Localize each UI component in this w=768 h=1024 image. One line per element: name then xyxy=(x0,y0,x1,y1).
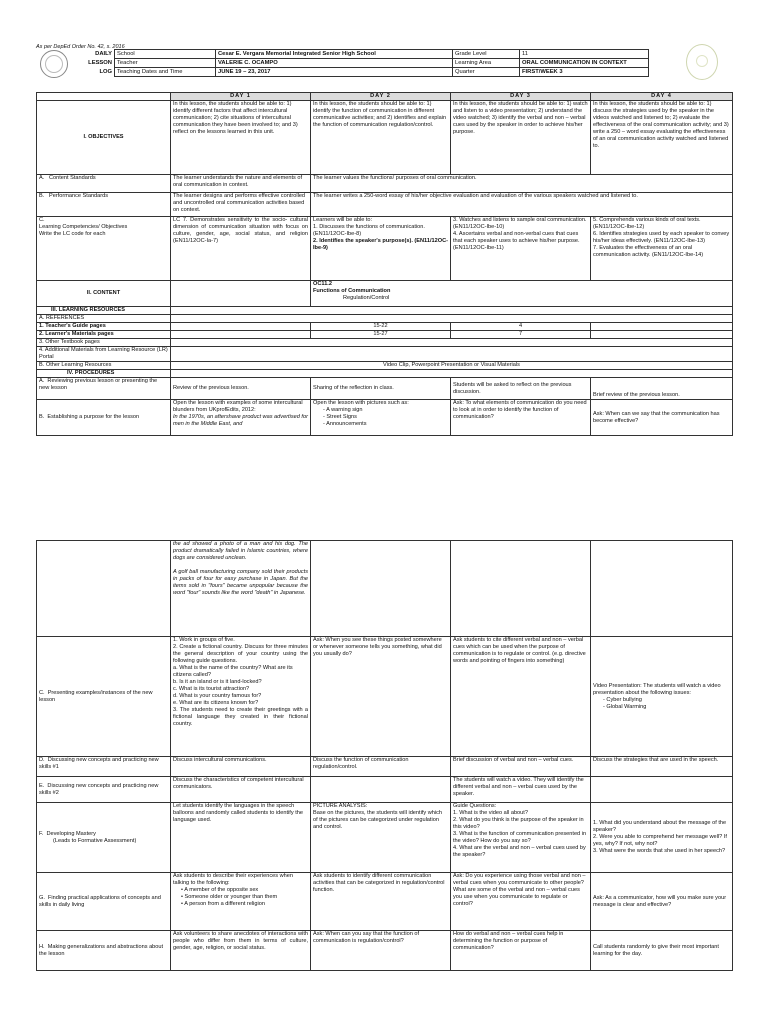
proc-h-day-2: Ask: When can you say that the function of communication is regulation/control? xyxy=(311,931,451,971)
proc-d-label xyxy=(37,757,171,777)
proc-d-text: Discussing new concepts and practicing new skills #1 xyxy=(39,757,159,770)
proc-a-day-3: Students will be asked to reflect on the previous discussion. xyxy=(451,378,591,400)
proc-b-cont-day-2 xyxy=(311,541,451,637)
competencies-text-2: Write the LC code for each xyxy=(39,231,106,237)
competencies-d4-item-1: 5. Comprehends various kinds of oral texts. (EN11/12OC-Ibe-12) xyxy=(593,217,701,230)
proc-f-marker: F. xyxy=(39,830,44,837)
proc-b-marker: B. xyxy=(39,414,45,420)
additional-materials-blank xyxy=(171,347,733,362)
list-item: - Announcements xyxy=(323,421,448,428)
proc-c-day-4 xyxy=(591,637,733,757)
proc-c-text: Presenting examples/instances of the new lesson xyxy=(39,689,153,703)
day-1-header: DAY 1 xyxy=(171,93,311,101)
proc-h-text: Making generalizations and abstractions about the lesson xyxy=(39,943,164,957)
other-textbook-blank xyxy=(171,339,733,347)
proc-b-cont-day-4 xyxy=(591,541,733,637)
proc-h-label xyxy=(37,931,171,971)
proc-b-day-4: Ask: When can we say that the communication has become effective? xyxy=(591,400,733,436)
proc-b-cont-day-3 xyxy=(451,541,591,637)
competencies-d2-item-2: 2. Identifies the speaker's purpose(s). (EN11/12OC-Ibe-9) xyxy=(313,238,449,251)
content-subtitle: Regulation/Control xyxy=(343,295,390,301)
proc-c-d1-step-1: 1. Work in groups of five. xyxy=(173,637,235,643)
proc-b-d1-example-1: the ad showed a photo of a man and his dog. The product dramatically failed in Islamic countries, where dogs are considered unclean. xyxy=(173,541,308,561)
references-label: A. REFERENCES xyxy=(37,315,171,323)
proc-c-d1-question: e. What are its citizens known for? xyxy=(173,700,259,706)
school-logo-icon xyxy=(686,44,718,80)
area-value: ORAL COMMUNICATION IN CONTEXT xyxy=(520,59,649,68)
teachers-guide-d4 xyxy=(591,323,733,331)
list-item: 4. What are the verbal and non – verbal cues used by the speaker? xyxy=(453,845,586,858)
proc-f-day-3 xyxy=(451,803,591,873)
content-standards-marker: A. xyxy=(39,175,45,181)
proc-g-text: Finding practical applications of concepts and skills in daily living xyxy=(39,894,161,908)
proc-g-day-2: Ask students to identify different communication activities that can be categorized in regulation/control function. xyxy=(311,873,451,931)
competencies-marker: C. xyxy=(39,217,45,223)
content-standards-day-1: The learner understands the nature and elements of oral communication in context. xyxy=(171,175,311,193)
grade-value: 11 xyxy=(520,50,649,59)
proc-a-day-4: Brief review of the previous lesson. xyxy=(591,378,733,400)
content-body xyxy=(311,281,733,307)
proc-b-cont-day-1 xyxy=(171,541,311,637)
proc-c-day-1 xyxy=(171,637,311,757)
proc-f-day-2 xyxy=(311,803,451,873)
proc-h-day-3: How do verbal and non – verbal cues help in determining the function or purpose of communication? xyxy=(451,931,591,971)
competencies-day-3 xyxy=(451,217,591,281)
resources-label: III. LEARNING RESOURCES xyxy=(37,307,171,315)
header-info-table xyxy=(114,49,649,77)
proc-b-day-1 xyxy=(171,400,311,436)
day-2-header: DAY 2 xyxy=(311,93,451,101)
log-title-line-2: LESSON xyxy=(88,60,112,66)
proc-g-d1-list xyxy=(173,887,308,908)
day-3-header: DAY 3 xyxy=(451,93,591,101)
proc-b-day-2 xyxy=(311,400,451,436)
proc-d-day-3: Brief discussion of verbal and non – verbal cues. xyxy=(451,757,591,777)
list-item: - Global Warming xyxy=(603,704,730,711)
proc-a-marker: A. xyxy=(39,378,45,384)
competencies-d2-item-1: 1. Discusses the functions of communication. (EN11/12OC-Ibe-8) xyxy=(313,224,425,237)
list-item: 2. What do you think is the purpose of the speaker in this video? xyxy=(453,817,584,830)
references-blank xyxy=(171,315,733,323)
learners-materials-d1 xyxy=(171,331,311,339)
additional-materials-label: 4. Additional Materials from Learning Resource (LR) Portal xyxy=(37,347,171,362)
proc-e-day-1: Discuss the characteristics of competent intercultural communicators. xyxy=(171,777,311,803)
teachers-guide-d3: 4 xyxy=(451,323,591,331)
proc-c-d1-question: c. What is its tourist attraction? xyxy=(173,686,250,692)
proc-b-text: Establishing a purpose for the lesson xyxy=(47,414,140,420)
proc-h-marker: H. xyxy=(39,943,45,950)
list-item: - Street Signs xyxy=(323,414,448,421)
competencies-d4-item-3: 7. Evaluates the effectiveness of an oral communication activity. (EN11/12OC-Ibe-14) xyxy=(593,245,704,258)
proc-g-d1-intro: Ask students to describe their experiences when talking to the following: xyxy=(173,873,294,886)
proc-f-d2-title: PICTURE ANALYSIS: xyxy=(313,803,368,809)
proc-a-day-2: Sharing of the reflection in class. xyxy=(311,378,451,400)
proc-c-marker: C. xyxy=(39,689,45,696)
proc-g-day-1 xyxy=(171,873,311,931)
competencies-label xyxy=(37,217,171,281)
list-item: • A person from a different religion xyxy=(181,901,308,908)
procedures-blank xyxy=(171,370,733,378)
list-item: • Someone older or younger than them xyxy=(181,894,308,901)
proc-h-day-4: Call students randomly to give their most important learning for the day. xyxy=(591,931,733,971)
content-label: II. CONTENT xyxy=(37,281,171,307)
list-item: 2. Were you able to comprehend her message well? If yes, why? If not, why not? xyxy=(593,834,727,847)
school-label: School xyxy=(115,50,216,59)
proc-c-day-2: Ask: When you see these things posted somewhere or whenever someone tells you something, what did you usually do? xyxy=(311,637,451,757)
proc-f-d3-intro: Guide Questions: xyxy=(453,803,497,809)
proc-e-text: Discussing new concepts and practicing new skills #2 xyxy=(39,782,159,796)
proc-b-day-3: Ask: To what elements of communication do you need to look at in order to identify the function of communication? xyxy=(451,400,591,436)
daily-lesson-log-title xyxy=(68,50,112,77)
deped-seal-icon xyxy=(40,50,68,78)
proc-d-day-1: Discuss intercultural communications. xyxy=(171,757,311,777)
proc-f-text: Developing Mastery xyxy=(46,830,96,837)
learners-materials-d3: 7 xyxy=(451,331,591,339)
area-label: Learning Area xyxy=(453,59,520,68)
learners-materials-label: 2. Learner's Materials pages xyxy=(37,331,171,339)
proc-f-label-line-1 xyxy=(39,831,168,838)
proc-f-text-2: (Leads to Formative Assessment) xyxy=(53,837,137,844)
list-item: - A warning sign xyxy=(323,407,448,414)
proc-a-day-1: Review of the previous lesson. xyxy=(171,378,311,400)
quarter-value: FIRST/WEEK 3 xyxy=(520,68,649,77)
teacher-value: VALERIE C. OCAMPO xyxy=(216,59,453,68)
learners-materials-d2: 15-27 xyxy=(311,331,451,339)
proc-b-d1-example-start: In the 1970s, an aftershave product was advertised for men in the Middle East, and xyxy=(173,414,308,427)
proc-h-day-1: Ask volunteers to share anecdotes of interactions with people who differ from them in terms of culture, gender, age, religion, or social status. xyxy=(171,931,311,971)
content-standards-text: Content Standards xyxy=(48,175,96,181)
content-standards-label xyxy=(37,175,171,193)
proc-d-day-2: Discuss the function of communication regulation/control. xyxy=(311,757,451,777)
resources-blank xyxy=(171,307,733,315)
proc-c-d1-step-3: 3. The students need to create their greetings with a fictional language they created in their fictional country. xyxy=(173,707,308,727)
proc-e-day-2 xyxy=(311,777,451,803)
objectives-day-3: In this lesson, the students should be able to: 1) watch and listen to a video presentation; 2) understand the video watched; 3) identify the verbal and non – verbal cues used by the speaker in order to achieve his/her purpose. xyxy=(451,101,591,175)
deped-order-note: As per DepEd Order No. 42, s. 2016 xyxy=(36,44,125,50)
proc-g-label xyxy=(37,873,171,931)
objectives-day-1: In this lesson, the students should be able to: 1) identify different factors that affect intercultural communication; 2) cite situations of intercultural communication they have been involved to; and 3) reflect on the lessons learned in this unit. xyxy=(171,101,311,175)
objectives-day-2: In this lesson, the students should be able to: 1) identify the function of communication in different communicative activities; and 2) identifies and explain the function of communication regulation/control. xyxy=(311,101,451,175)
lesson-grid-page-2 xyxy=(36,540,733,971)
competencies-d4-item-2: 6. Identifies strategies used by each speaker to convey his/her ideas effectively. (EN11/12OC-Ibe-13) xyxy=(593,231,730,244)
proc-e-day-4 xyxy=(591,777,733,803)
proc-c-d4-list xyxy=(593,697,730,711)
proc-e-marker: E. xyxy=(39,782,45,789)
proc-f-d2-body: Base on the pictures, the students will identify which of the pictures can be categorized under regulation and control. xyxy=(313,810,443,830)
proc-c-label xyxy=(37,637,171,757)
other-textbook-label: 3. Other Textbook pages xyxy=(37,339,171,347)
proc-e-label xyxy=(37,777,171,803)
teachers-guide-d2: 15-22 xyxy=(311,323,451,331)
teachers-guide-d1 xyxy=(171,323,311,331)
day-4-header: DAY 4 xyxy=(591,93,733,101)
proc-c-d1-question: a. What is the name of the country? What are its citizens called? xyxy=(173,665,293,678)
performance-standards-label xyxy=(37,193,171,217)
proc-d-day-4: Discuss the strategies that are used in the speech. xyxy=(591,757,733,777)
grade-label: Grade Level xyxy=(453,50,520,59)
dates-value: JUNE 19 – 23, 2017 xyxy=(216,68,453,77)
proc-b-d1-intro: Open the lesson with examples of some intercultural blunders from UKprofEdits, 2012: xyxy=(173,400,303,413)
school-value: Cesar E. Vergara Memorial Integrated Senior High School xyxy=(216,50,453,59)
proc-g-day-4: Ask: As a communicator, how will you make sure your message is clear and effective? xyxy=(591,873,733,931)
list-item: 1. What did you understand about the message of the speaker? xyxy=(593,820,727,833)
competencies-text: Learning Competencies/ Objectives xyxy=(39,224,128,230)
proc-f-label xyxy=(37,803,171,873)
objectives-label: I. OBJECTIVES xyxy=(37,101,171,175)
proc-c-day-3: Ask students to cite different verbal and non – verbal cues which can be used when the purpose of communication is to regulate or control. (e.g. directive words and pointing of fingers into something) xyxy=(451,637,591,757)
list-item: 3. What is the function of communication presented in the video? How do you say so? xyxy=(453,831,587,844)
content-standards-day-2-4: The learner values the functions/ purposes of oral communication. xyxy=(311,175,733,193)
proc-e-day-3: The students will watch a video. They will identify the different verbal and non – verbal cues used by the speaker. xyxy=(451,777,591,803)
performance-standards-day-2-4: The learner writes a 250-word essay of his/her objective evaluation and evaluation of the various speakers watched and listened to. xyxy=(311,193,733,217)
teachers-guide-label: 1. Teacher's Guide pages xyxy=(37,323,171,331)
proc-c-d4-intro: Video Presentation: The students will watch a video presentation about the following issues: xyxy=(593,682,721,696)
proc-a-label xyxy=(37,378,171,400)
competencies-day-4 xyxy=(591,217,733,281)
proc-c-d1-question: d. What is your country famous for? xyxy=(173,693,262,699)
procedures-label: IV. PROCEDURES xyxy=(37,370,171,378)
proc-b-cont-label xyxy=(37,541,171,637)
proc-f-day-1: Let students identify the languages in the speech balloons and randomly called students to identify the language used. xyxy=(171,803,311,873)
competencies-d3-item-1: 3. Watches and listens to sample oral communication. (EN11/12OC-Ibe-10) xyxy=(453,217,587,230)
other-resources-label: B. Other Learning Resources xyxy=(37,362,171,370)
proc-b-d2-list xyxy=(313,407,448,428)
performance-standards-day-1: The learner designs and performs effective controlled and uncontrolled oral communication activities based on context. xyxy=(171,193,311,217)
day-header-blank xyxy=(37,93,171,101)
proc-b-d1-example-2: A golf ball manufacturing company sold their products in packs of four for easy purchase in Japan. But the items sold in "fours" became unpopular because the word "four" sounds like the word "death" in Japanese. xyxy=(173,569,308,596)
list-item: 3. What were the words that she used in her speech? xyxy=(593,848,726,854)
proc-g-marker: G. xyxy=(39,894,45,901)
content-title: Functions of Communication xyxy=(313,288,391,294)
competencies-d2-intro: Learners will be able to: xyxy=(313,217,373,223)
lesson-grid-page-1 xyxy=(36,92,733,436)
list-item: • A member of the opposite sex xyxy=(181,887,308,894)
list-item: 1. What is the video all about? xyxy=(453,810,528,816)
content-day-1 xyxy=(171,281,311,307)
performance-standards-text: Performance Standards xyxy=(48,193,109,199)
objectives-day-4: In this lesson, the students should be able to: 1) discuss the strategies used by the speaker in the videos watched and listened to; 2) evaluate the effectiveness of the oral communication activity; and 3) write a 250 – word essay evaluating the effectiveness of an oral communication activity watched and listened to. xyxy=(591,101,733,175)
other-resources-value: Video Clip, Powerpoint Presentation or Visual Materials xyxy=(171,362,733,370)
proc-c-d1-question: b. Is it an island or is it land-locked? xyxy=(173,679,262,685)
proc-f-day-4 xyxy=(591,803,733,873)
competencies-day-1: LC 7. Demonstrates sensitivity to the socio- cultural dimension of communication situation with focus on culture, gender, age, social status, and religion (EN11/12OC-Ia-7) xyxy=(171,217,311,281)
log-title-line-1: DAILY xyxy=(95,51,112,57)
content-code: OC11.2 xyxy=(313,281,332,287)
proc-c-d1-step-2: 2. Create a fictional country. Discuss for three minutes the general description of your country using the following guide questions. xyxy=(173,644,308,664)
learners-materials-d4 xyxy=(591,331,733,339)
proc-b-d2-intro: Open the lesson with pictures such as: xyxy=(313,400,409,406)
performance-standards-marker: B. xyxy=(39,193,45,199)
log-title-line-3: LOG xyxy=(99,69,112,75)
competencies-d3-item-2: 4. Ascertains verbal and non-verbal cues that cues that each speaker uses to achieve his/her purpose. (EN11/12OC-Ibe-11) xyxy=(453,231,580,251)
list-item: - Cyber bullying xyxy=(603,697,730,704)
dates-label: Teaching Dates and Time xyxy=(115,68,216,77)
proc-b-label xyxy=(37,400,171,436)
proc-g-day-3: Ask: Do you experience using those verbal and non – verbal cues when you communicate to other people? What are some of the verbal and non – verbal cues you use when you communicate to regulate or control? xyxy=(451,873,591,931)
proc-d-marker: D. xyxy=(39,757,45,763)
proc-a-text: Reviewing previous lesson or presenting the new lesson xyxy=(39,378,158,391)
teacher-label: Teacher xyxy=(115,59,216,68)
competencies-day-2 xyxy=(311,217,451,281)
quarter-label: Quarter xyxy=(453,68,520,77)
